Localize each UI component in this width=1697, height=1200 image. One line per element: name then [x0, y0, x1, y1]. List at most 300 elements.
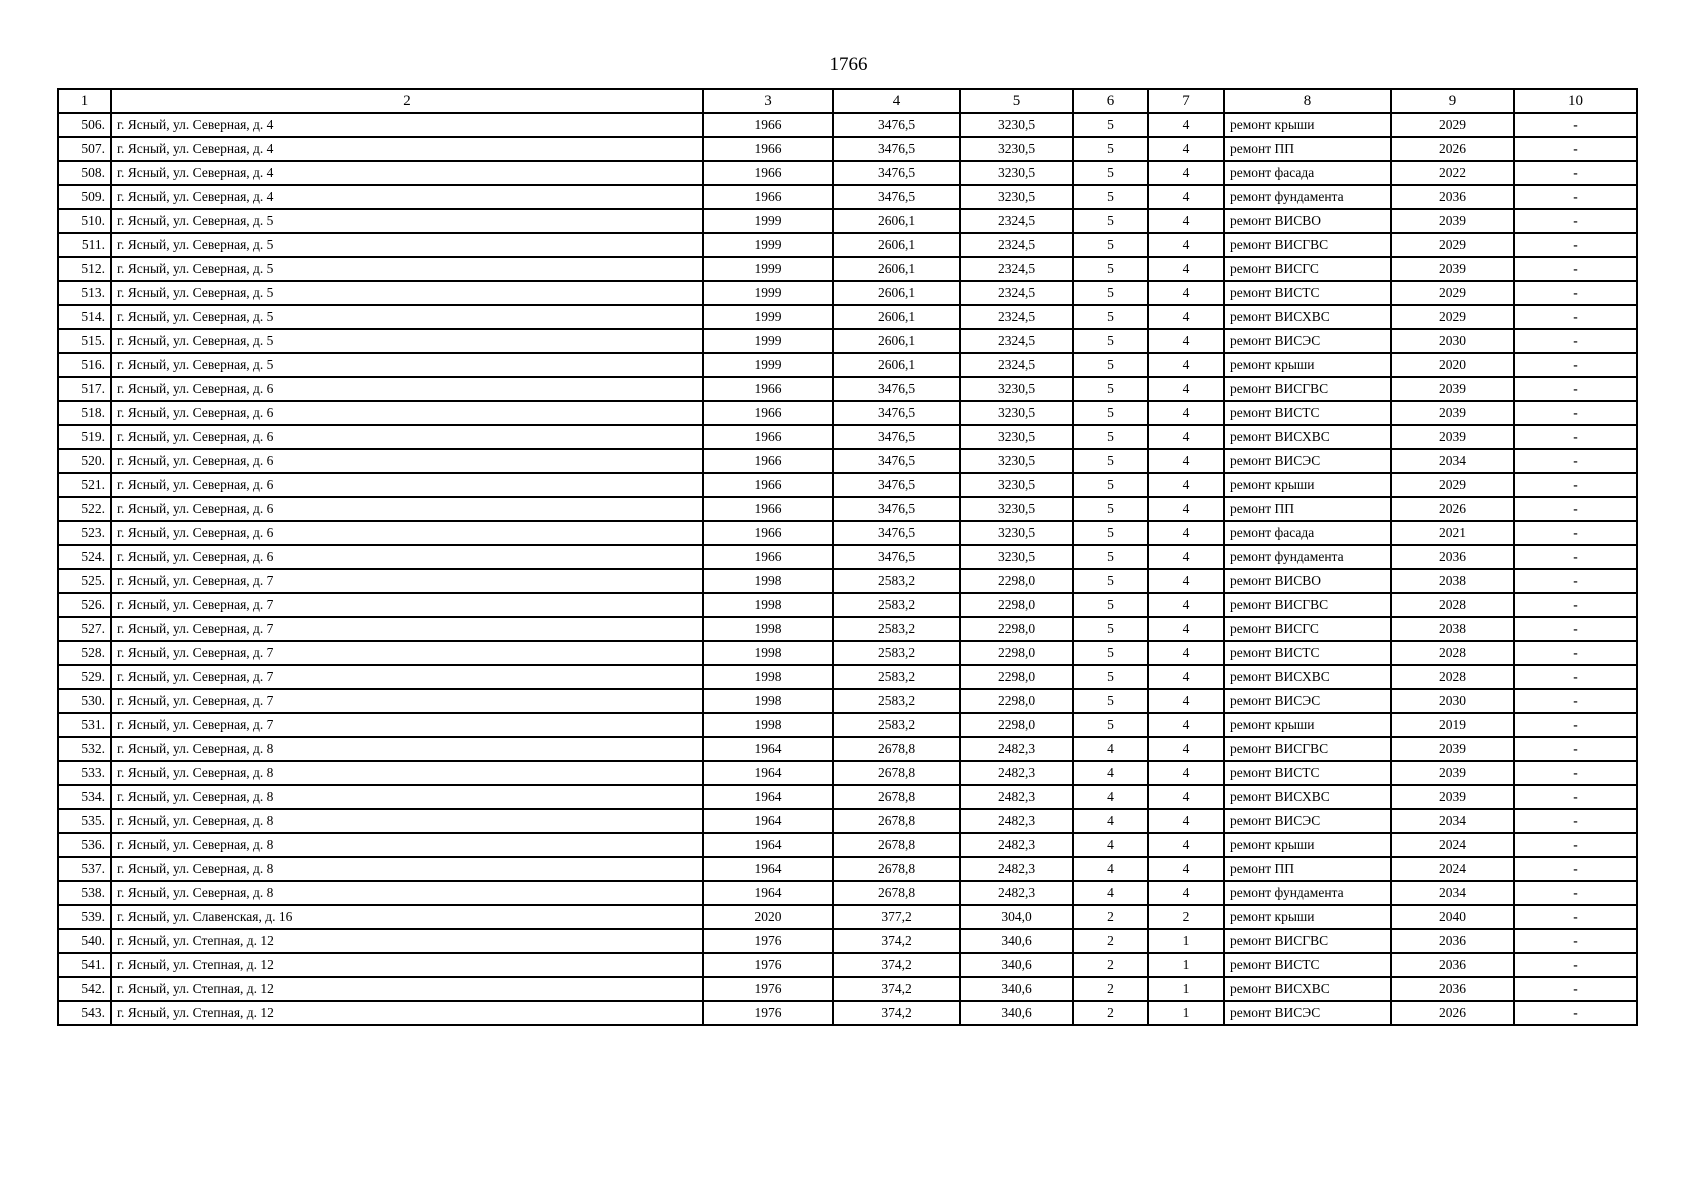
cell-note: - — [1514, 761, 1637, 785]
cell-row-number: 543. — [58, 1001, 111, 1025]
cell-living-area: 340,6 — [960, 1001, 1073, 1025]
cell-living-area: 2482,3 — [960, 785, 1073, 809]
cell-entrances: 4 — [1148, 809, 1224, 833]
cell-planned-year: 2030 — [1391, 689, 1514, 713]
cell-year-built: 1966 — [703, 161, 833, 185]
cell-entrances: 4 — [1148, 665, 1224, 689]
cell-address: г. Ясный, ул. Северная, д. 7 — [111, 665, 703, 689]
cell-floors: 5 — [1073, 209, 1148, 233]
cell-living-area: 2482,3 — [960, 833, 1073, 857]
cell-address: г. Ясный, ул. Северная, д. 7 — [111, 689, 703, 713]
cell-total-area: 2606,1 — [833, 305, 960, 329]
cell-row-number: 532. — [58, 737, 111, 761]
cell-total-area: 377,2 — [833, 905, 960, 929]
cell-year-built: 1966 — [703, 473, 833, 497]
cell-entrances: 1 — [1148, 953, 1224, 977]
cell-floors: 5 — [1073, 233, 1148, 257]
cell-work-type: ремонт ВИСЭС — [1224, 1001, 1391, 1025]
cell-floors: 4 — [1073, 833, 1148, 857]
cell-address: г. Ясный, ул. Северная, д. 5 — [111, 233, 703, 257]
cell-year-built: 1966 — [703, 425, 833, 449]
table-row — [58, 257, 1637, 281]
cell-total-area: 3476,5 — [833, 113, 960, 137]
cell-floors: 2 — [1073, 977, 1148, 1001]
cell-address: г. Ясный, ул. Северная, д. 4 — [111, 185, 703, 209]
cell-planned-year: 2028 — [1391, 593, 1514, 617]
cell-row-number: 528. — [58, 641, 111, 665]
cell-planned-year: 2036 — [1391, 545, 1514, 569]
table-row — [58, 929, 1637, 953]
cell-work-type: ремонт ВИСХВС — [1224, 977, 1391, 1001]
cell-row-number: 511. — [58, 233, 111, 257]
cell-floors: 5 — [1073, 281, 1148, 305]
table-row — [58, 785, 1637, 809]
cell-entrances: 4 — [1148, 377, 1224, 401]
table-row — [58, 473, 1637, 497]
cell-year-built: 1964 — [703, 833, 833, 857]
cell-address: г. Ясный, ул. Северная, д. 5 — [111, 257, 703, 281]
cell-entrances: 2 — [1148, 905, 1224, 929]
cell-planned-year: 2019 — [1391, 713, 1514, 737]
cell-entrances: 4 — [1148, 593, 1224, 617]
cell-note: - — [1514, 929, 1637, 953]
cell-row-number: 524. — [58, 545, 111, 569]
cell-work-type: ремонт ВИСТС — [1224, 953, 1391, 977]
cell-planned-year: 2039 — [1391, 377, 1514, 401]
cell-row-number: 537. — [58, 857, 111, 881]
cell-total-area: 3476,5 — [833, 161, 960, 185]
cell-floors: 5 — [1073, 185, 1148, 209]
cell-address: г. Ясный, ул. Степная, д. 12 — [111, 953, 703, 977]
cell-total-area: 2583,2 — [833, 713, 960, 737]
cell-work-type: ремонт ВИСГВС — [1224, 377, 1391, 401]
cell-work-type: ремонт ВИСЭС — [1224, 329, 1391, 353]
cell-planned-year: 2034 — [1391, 449, 1514, 473]
cell-planned-year: 2039 — [1391, 761, 1514, 785]
cell-note: - — [1514, 569, 1637, 593]
cell-row-number: 526. — [58, 593, 111, 617]
cell-address: г. Ясный, ул. Северная, д. 5 — [111, 305, 703, 329]
cell-total-area: 3476,5 — [833, 449, 960, 473]
cell-planned-year: 2030 — [1391, 329, 1514, 353]
table-row — [58, 185, 1637, 209]
cell-entrances: 4 — [1148, 473, 1224, 497]
cell-total-area: 2606,1 — [833, 281, 960, 305]
repair-schedule-table — [57, 88, 1638, 1026]
cell-address: г. Ясный, ул. Северная, д. 7 — [111, 641, 703, 665]
cell-planned-year: 2029 — [1391, 233, 1514, 257]
cell-note: - — [1514, 809, 1637, 833]
cell-floors: 5 — [1073, 257, 1148, 281]
table-row — [58, 977, 1637, 1001]
cell-living-area: 2324,5 — [960, 329, 1073, 353]
table-row — [58, 209, 1637, 233]
cell-entrances: 4 — [1148, 425, 1224, 449]
cell-address: г. Ясный, ул. Степная, д. 12 — [111, 1001, 703, 1025]
cell-row-number: 516. — [58, 353, 111, 377]
cell-entrances: 4 — [1148, 881, 1224, 905]
cell-living-area: 2324,5 — [960, 353, 1073, 377]
cell-living-area: 2298,0 — [960, 569, 1073, 593]
cell-note: - — [1514, 449, 1637, 473]
cell-address: г. Ясный, ул. Северная, д. 6 — [111, 377, 703, 401]
cell-note: - — [1514, 617, 1637, 641]
cell-year-built: 1998 — [703, 569, 833, 593]
cell-total-area: 2583,2 — [833, 665, 960, 689]
cell-note: - — [1514, 953, 1637, 977]
cell-planned-year: 2034 — [1391, 881, 1514, 905]
cell-year-built: 1999 — [703, 281, 833, 305]
cell-total-area: 374,2 — [833, 953, 960, 977]
cell-work-type: ремонт ВИСТС — [1224, 641, 1391, 665]
cell-living-area: 340,6 — [960, 953, 1073, 977]
cell-year-built: 1964 — [703, 785, 833, 809]
cell-row-number: 512. — [58, 257, 111, 281]
column-header: 4 — [833, 89, 960, 113]
cell-work-type: ремонт ПП — [1224, 137, 1391, 161]
cell-entrances: 4 — [1148, 761, 1224, 785]
cell-living-area: 2298,0 — [960, 665, 1073, 689]
cell-work-type: ремонт фундамента — [1224, 881, 1391, 905]
cell-row-number: 519. — [58, 425, 111, 449]
table-row — [58, 161, 1637, 185]
cell-note: - — [1514, 113, 1637, 137]
cell-work-type: ремонт ВИСЭС — [1224, 449, 1391, 473]
cell-planned-year: 2022 — [1391, 161, 1514, 185]
cell-year-built: 1999 — [703, 353, 833, 377]
table-row — [58, 617, 1637, 641]
cell-planned-year: 2038 — [1391, 569, 1514, 593]
cell-row-number: 515. — [58, 329, 111, 353]
cell-address: г. Ясный, ул. Северная, д. 7 — [111, 593, 703, 617]
table-row — [58, 449, 1637, 473]
cell-year-built: 1966 — [703, 377, 833, 401]
cell-living-area: 3230,5 — [960, 113, 1073, 137]
cell-address: г. Ясный, ул. Северная, д. 6 — [111, 401, 703, 425]
table-row — [58, 497, 1637, 521]
cell-address: г. Ясный, ул. Северная, д. 4 — [111, 161, 703, 185]
cell-entrances: 4 — [1148, 137, 1224, 161]
column-header: 5 — [960, 89, 1073, 113]
table-row — [58, 305, 1637, 329]
cell-address: г. Ясный, ул. Северная, д. 7 — [111, 713, 703, 737]
cell-note: - — [1514, 905, 1637, 929]
table-row — [58, 881, 1637, 905]
cell-note: - — [1514, 329, 1637, 353]
cell-total-area: 2583,2 — [833, 689, 960, 713]
cell-work-type: ремонт крыши — [1224, 833, 1391, 857]
cell-row-number: 539. — [58, 905, 111, 929]
cell-year-built: 1998 — [703, 593, 833, 617]
cell-year-built: 1998 — [703, 641, 833, 665]
cell-living-area: 3230,5 — [960, 545, 1073, 569]
cell-entrances: 4 — [1148, 617, 1224, 641]
cell-work-type: ремонт ВИСХВС — [1224, 425, 1391, 449]
cell-address: г. Ясный, ул. Северная, д. 6 — [111, 449, 703, 473]
cell-address: г. Ясный, ул. Степная, д. 12 — [111, 977, 703, 1001]
cell-address: г. Ясный, ул. Северная, д. 4 — [111, 137, 703, 161]
cell-floors: 4 — [1073, 761, 1148, 785]
cell-work-type: ремонт ВИСГС — [1224, 257, 1391, 281]
table-row — [58, 857, 1637, 881]
cell-planned-year: 2036 — [1391, 977, 1514, 1001]
cell-note: - — [1514, 689, 1637, 713]
cell-floors: 4 — [1073, 737, 1148, 761]
cell-planned-year: 2029 — [1391, 113, 1514, 137]
cell-work-type: ремонт ВИСХВС — [1224, 305, 1391, 329]
cell-address: г. Ясный, ул. Северная, д. 5 — [111, 329, 703, 353]
cell-living-area: 2298,0 — [960, 641, 1073, 665]
table-row — [58, 137, 1637, 161]
cell-work-type: ремонт крыши — [1224, 473, 1391, 497]
cell-planned-year: 2039 — [1391, 737, 1514, 761]
cell-work-type: ремонт ВИСТС — [1224, 401, 1391, 425]
cell-row-number: 535. — [58, 809, 111, 833]
cell-note: - — [1514, 545, 1637, 569]
cell-floors: 2 — [1073, 929, 1148, 953]
cell-planned-year: 2020 — [1391, 353, 1514, 377]
cell-living-area: 3230,5 — [960, 425, 1073, 449]
cell-address: г. Ясный, ул. Степная, д. 12 — [111, 929, 703, 953]
cell-planned-year: 2039 — [1391, 401, 1514, 425]
cell-row-number: 513. — [58, 281, 111, 305]
cell-entrances: 4 — [1148, 785, 1224, 809]
cell-floors: 4 — [1073, 809, 1148, 833]
cell-entrances: 4 — [1148, 305, 1224, 329]
cell-work-type: ремонт ВИСГВС — [1224, 737, 1391, 761]
cell-note: - — [1514, 521, 1637, 545]
cell-row-number: 538. — [58, 881, 111, 905]
cell-note: - — [1514, 305, 1637, 329]
cell-year-built: 1999 — [703, 329, 833, 353]
cell-year-built: 1998 — [703, 713, 833, 737]
cell-floors: 5 — [1073, 497, 1148, 521]
cell-year-built: 1999 — [703, 305, 833, 329]
cell-entrances: 4 — [1148, 401, 1224, 425]
cell-entrances: 4 — [1148, 545, 1224, 569]
cell-work-type: ремонт ВИСВО — [1224, 569, 1391, 593]
cell-work-type: ремонт ВИСГС — [1224, 617, 1391, 641]
cell-total-area: 2606,1 — [833, 233, 960, 257]
cell-year-built: 1964 — [703, 737, 833, 761]
cell-living-area: 2324,5 — [960, 257, 1073, 281]
cell-row-number: 534. — [58, 785, 111, 809]
table-row — [58, 1001, 1637, 1025]
cell-living-area: 2324,5 — [960, 209, 1073, 233]
cell-planned-year: 2034 — [1391, 809, 1514, 833]
cell-work-type: ремонт крыши — [1224, 905, 1391, 929]
cell-work-type: ремонт фасада — [1224, 161, 1391, 185]
cell-row-number: 527. — [58, 617, 111, 641]
cell-planned-year: 2039 — [1391, 209, 1514, 233]
cell-entrances: 4 — [1148, 737, 1224, 761]
cell-address: г. Ясный, ул. Северная, д. 8 — [111, 857, 703, 881]
cell-note: - — [1514, 977, 1637, 1001]
cell-note: - — [1514, 137, 1637, 161]
cell-entrances: 4 — [1148, 233, 1224, 257]
column-header: 6 — [1073, 89, 1148, 113]
cell-work-type: ремонт фундамента — [1224, 185, 1391, 209]
table-row — [58, 281, 1637, 305]
cell-floors: 5 — [1073, 329, 1148, 353]
cell-floors: 5 — [1073, 137, 1148, 161]
cell-planned-year: 2038 — [1391, 617, 1514, 641]
cell-year-built: 1976 — [703, 929, 833, 953]
cell-floors: 2 — [1073, 953, 1148, 977]
cell-living-area: 2482,3 — [960, 881, 1073, 905]
cell-floors: 5 — [1073, 377, 1148, 401]
cell-note: - — [1514, 161, 1637, 185]
cell-year-built: 1998 — [703, 617, 833, 641]
cell-year-built: 1966 — [703, 401, 833, 425]
cell-floors: 4 — [1073, 785, 1148, 809]
table-row — [58, 377, 1637, 401]
cell-note: - — [1514, 353, 1637, 377]
cell-year-built: 1966 — [703, 497, 833, 521]
table-row — [58, 353, 1637, 377]
cell-total-area: 2678,8 — [833, 833, 960, 857]
cell-note: - — [1514, 857, 1637, 881]
cell-entrances: 1 — [1148, 929, 1224, 953]
cell-total-area: 3476,5 — [833, 401, 960, 425]
cell-floors: 4 — [1073, 881, 1148, 905]
cell-year-built: 1966 — [703, 137, 833, 161]
cell-note: - — [1514, 185, 1637, 209]
cell-year-built: 1966 — [703, 449, 833, 473]
cell-year-built: 1966 — [703, 113, 833, 137]
cell-planned-year: 2026 — [1391, 1001, 1514, 1025]
cell-total-area: 3476,5 — [833, 473, 960, 497]
cell-work-type: ремонт ВИСЭС — [1224, 809, 1391, 833]
cell-note: - — [1514, 1001, 1637, 1025]
cell-living-area: 2482,3 — [960, 761, 1073, 785]
cell-row-number: 522. — [58, 497, 111, 521]
cell-note: - — [1514, 401, 1637, 425]
cell-total-area: 2583,2 — [833, 617, 960, 641]
cell-note: - — [1514, 497, 1637, 521]
cell-living-area: 2298,0 — [960, 689, 1073, 713]
cell-note: - — [1514, 785, 1637, 809]
cell-address: г. Ясный, ул. Северная, д. 5 — [111, 353, 703, 377]
cell-living-area: 2482,3 — [960, 857, 1073, 881]
cell-row-number: 541. — [58, 953, 111, 977]
cell-total-area: 3476,5 — [833, 497, 960, 521]
table-row — [58, 593, 1637, 617]
cell-row-number: 517. — [58, 377, 111, 401]
cell-floors: 5 — [1073, 689, 1148, 713]
cell-year-built: 1976 — [703, 977, 833, 1001]
cell-living-area: 3230,5 — [960, 161, 1073, 185]
table-row — [58, 761, 1637, 785]
cell-living-area: 3230,5 — [960, 497, 1073, 521]
column-header: 7 — [1148, 89, 1224, 113]
cell-year-built: 1999 — [703, 209, 833, 233]
cell-entrances: 4 — [1148, 161, 1224, 185]
cell-living-area: 340,6 — [960, 977, 1073, 1001]
cell-row-number: 508. — [58, 161, 111, 185]
cell-floors: 4 — [1073, 857, 1148, 881]
cell-total-area: 2606,1 — [833, 329, 960, 353]
cell-total-area: 2678,8 — [833, 737, 960, 761]
column-header: 1 — [58, 89, 111, 113]
cell-year-built: 1964 — [703, 857, 833, 881]
table-row — [58, 689, 1637, 713]
cell-year-built: 1999 — [703, 233, 833, 257]
cell-work-type: ремонт ВИСТС — [1224, 281, 1391, 305]
cell-floors: 5 — [1073, 401, 1148, 425]
cell-work-type: ремонт фундамента — [1224, 545, 1391, 569]
cell-year-built: 2020 — [703, 905, 833, 929]
cell-planned-year: 2028 — [1391, 665, 1514, 689]
cell-planned-year: 2029 — [1391, 281, 1514, 305]
cell-total-area: 3476,5 — [833, 185, 960, 209]
cell-total-area: 374,2 — [833, 1001, 960, 1025]
table-row — [58, 713, 1637, 737]
cell-work-type: ремонт ВИСГВС — [1224, 593, 1391, 617]
cell-note: - — [1514, 257, 1637, 281]
cell-year-built: 1964 — [703, 761, 833, 785]
cell-entrances: 4 — [1148, 113, 1224, 137]
cell-floors: 5 — [1073, 449, 1148, 473]
cell-entrances: 4 — [1148, 833, 1224, 857]
page-number: 1766 — [829, 54, 868, 75]
cell-address: г. Ясный, ул. Северная, д. 7 — [111, 617, 703, 641]
cell-row-number: 536. — [58, 833, 111, 857]
cell-floors: 5 — [1073, 425, 1148, 449]
cell-floors: 5 — [1073, 305, 1148, 329]
cell-address: г. Ясный, ул. Северная, д. 8 — [111, 737, 703, 761]
cell-note: - — [1514, 425, 1637, 449]
cell-living-area: 2482,3 — [960, 737, 1073, 761]
column-header: 10 — [1514, 89, 1637, 113]
cell-total-area: 374,2 — [833, 977, 960, 1001]
cell-floors: 5 — [1073, 353, 1148, 377]
table-row — [58, 233, 1637, 257]
cell-entrances: 4 — [1148, 569, 1224, 593]
cell-year-built: 1998 — [703, 665, 833, 689]
cell-total-area: 2606,1 — [833, 257, 960, 281]
cell-total-area: 2678,8 — [833, 785, 960, 809]
cell-address: г. Ясный, ул. Северная, д. 6 — [111, 473, 703, 497]
cell-work-type: ремонт ВИСХВС — [1224, 785, 1391, 809]
cell-living-area: 3230,5 — [960, 137, 1073, 161]
cell-row-number: 518. — [58, 401, 111, 425]
cell-entrances: 4 — [1148, 449, 1224, 473]
cell-total-area: 3476,5 — [833, 377, 960, 401]
column-header: 8 — [1224, 89, 1391, 113]
cell-address: г. Ясный, ул. Северная, д. 6 — [111, 497, 703, 521]
table-row — [58, 953, 1637, 977]
cell-floors: 5 — [1073, 545, 1148, 569]
cell-living-area: 3230,5 — [960, 377, 1073, 401]
cell-work-type: ремонт ВИСГВС — [1224, 233, 1391, 257]
cell-planned-year: 2028 — [1391, 641, 1514, 665]
cell-address: г. Ясный, ул. Северная, д. 8 — [111, 785, 703, 809]
cell-address: г. Ясный, ул. Северная, д. 8 — [111, 761, 703, 785]
cell-note: - — [1514, 377, 1637, 401]
cell-planned-year: 2026 — [1391, 497, 1514, 521]
table-row — [58, 401, 1637, 425]
cell-living-area: 304,0 — [960, 905, 1073, 929]
cell-living-area: 2324,5 — [960, 281, 1073, 305]
cell-floors: 5 — [1073, 713, 1148, 737]
cell-floors: 5 — [1073, 569, 1148, 593]
cell-entrances: 1 — [1148, 977, 1224, 1001]
cell-total-area: 3476,5 — [833, 425, 960, 449]
cell-year-built: 1964 — [703, 809, 833, 833]
cell-row-number: 506. — [58, 113, 111, 137]
cell-note: - — [1514, 593, 1637, 617]
